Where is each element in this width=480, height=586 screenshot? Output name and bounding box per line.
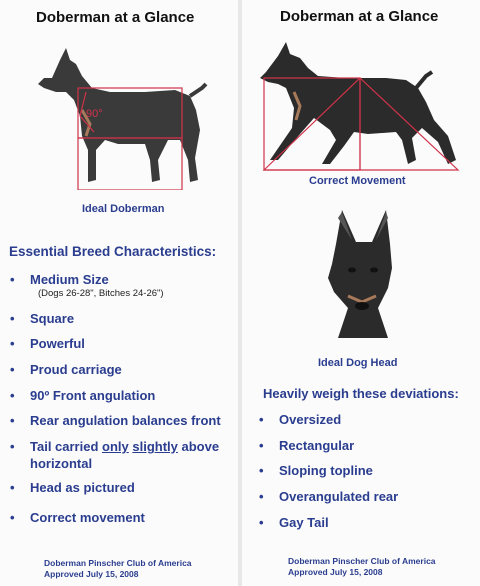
bullet-icon: • bbox=[10, 362, 15, 377]
deviation-label: Sloping topline bbox=[279, 463, 373, 478]
bullet-icon: • bbox=[10, 336, 15, 351]
trotting-doberman-illustration bbox=[256, 36, 466, 176]
correct-movement-caption: Correct Movement bbox=[309, 175, 406, 187]
deviation-label: Gay Tail bbox=[279, 515, 329, 530]
deviation-label: Rectangular bbox=[279, 438, 355, 453]
trait-item bbox=[10, 387, 230, 404]
deviation-item bbox=[259, 437, 469, 454]
trait-label bbox=[30, 438, 219, 455]
trait-label: Square bbox=[30, 311, 75, 326]
bullet-icon: • bbox=[10, 510, 15, 525]
trait-item bbox=[10, 310, 230, 327]
left-title: Doberman at a Glance bbox=[36, 9, 195, 26]
trait-item bbox=[10, 335, 230, 352]
bullet-icon: • bbox=[259, 412, 264, 427]
deviation-label: Oversized bbox=[279, 412, 342, 427]
tail-text-end: above bbox=[177, 439, 220, 454]
ideal-dog-head-caption: Ideal Dog Head bbox=[318, 357, 398, 369]
left-footer-line1: Doberman Pinscher Club of America bbox=[44, 558, 192, 568]
size-range: (Dogs 26-28", Bitches 24-26") bbox=[38, 288, 164, 299]
left-section-heading: Essential Breed Characteristics: bbox=[9, 244, 217, 259]
bullet-icon: • bbox=[10, 272, 15, 287]
deviation-label: Overangulated rear bbox=[279, 489, 399, 504]
bullet-icon: • bbox=[10, 388, 15, 403]
emphasis-only: only bbox=[102, 439, 129, 454]
trait-label: Proud carriage bbox=[30, 362, 122, 377]
bullet-icon: • bbox=[10, 439, 15, 454]
trait-item bbox=[10, 509, 230, 526]
left-footer-line2: Approved July 15, 2008 bbox=[44, 569, 139, 579]
right-footer-line2: Approved July 15, 2008 bbox=[288, 567, 383, 577]
deviation-item bbox=[259, 462, 469, 479]
trait-item bbox=[10, 271, 230, 288]
bullet-icon: • bbox=[10, 413, 15, 428]
standing-doberman-illustration bbox=[30, 40, 230, 190]
doberman-head-illustration bbox=[318, 208, 408, 348]
bullet-icon: • bbox=[259, 489, 264, 504]
angle-label: 90° bbox=[86, 108, 103, 120]
bullet-icon: • bbox=[10, 480, 15, 495]
deviation-item bbox=[259, 488, 469, 505]
trait-label: Correct movement bbox=[30, 510, 145, 525]
tail-text-start: Tail carried bbox=[30, 439, 103, 454]
trait-label-line2: horizontal bbox=[30, 456, 93, 471]
ideal-doberman-caption: Ideal Doberman bbox=[82, 203, 165, 215]
trait-item bbox=[10, 361, 230, 378]
trait-item bbox=[10, 412, 235, 429]
trait-label: 90º Front angulation bbox=[30, 388, 156, 403]
bullet-icon: • bbox=[259, 438, 264, 453]
trait-label: Powerful bbox=[30, 336, 85, 351]
trait-label: Medium Size bbox=[30, 272, 109, 287]
trait-label: Head as pictured bbox=[30, 480, 135, 495]
right-section-heading: Heavily weigh these deviations: bbox=[263, 386, 459, 401]
bullet-icon: • bbox=[259, 463, 264, 478]
trait-item bbox=[10, 438, 235, 472]
trait-label: Rear angulation balances front bbox=[30, 413, 221, 428]
bullet-icon: • bbox=[259, 515, 264, 530]
trait-item bbox=[10, 479, 230, 496]
bullet-icon: • bbox=[10, 311, 15, 326]
deviation-item bbox=[259, 411, 469, 428]
emphasis-slightly: slightly bbox=[132, 439, 178, 454]
right-footer-line1: Doberman Pinscher Club of America bbox=[288, 556, 436, 566]
deviation-item bbox=[259, 514, 469, 531]
right-title: Doberman at a Glance bbox=[280, 8, 439, 25]
